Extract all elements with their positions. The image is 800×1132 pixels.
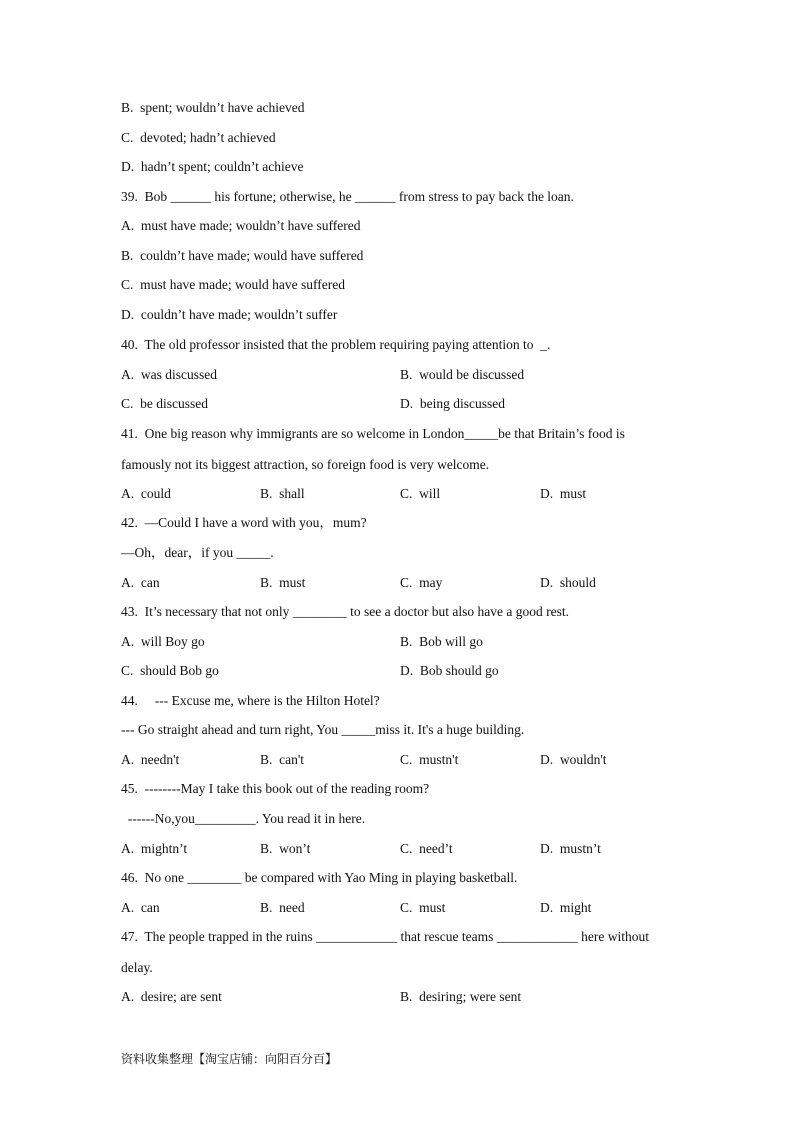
q45-option-b: B. won’t <box>260 841 311 856</box>
question-44: 44. --- Excuse me, where is the Hilton Hotel? <box>121 693 380 708</box>
page-footer: 资料收集整理【淘宝店铺：向阳百分百】 <box>121 1052 338 1066</box>
q43-option-c: C. should Bob go <box>121 663 219 678</box>
question-47-cont: delay. <box>121 960 153 975</box>
q38-option-d: D. hadn’t spent; couldn’t achieve <box>121 159 304 174</box>
q39-option-a: A. must have made; wouldn’t have suffered <box>121 218 361 233</box>
question-42: 42. —Could I have a word with you，mum? <box>121 515 367 530</box>
q41-option-d: D. must <box>540 486 587 501</box>
question-41: 41. One big reason why immigrants are so welcome in London_____be that Britain’s food is <box>121 426 625 441</box>
q38-option-c: C. devoted; hadn’t achieved <box>121 130 276 145</box>
q40-option-b: B. would be discussed <box>400 367 525 382</box>
question-39: 39. Bob ______ his fortune; otherwise, he ______ from stress to pay back the loan. <box>121 189 574 204</box>
q47-option-b: B. desiring; were sent <box>400 989 522 1004</box>
question-42-reply: —Oh，dear，if you _____. <box>121 545 274 560</box>
q41-option-b: B. shall <box>260 486 305 501</box>
q46-option-b: B. need <box>260 900 305 915</box>
q46-option-a: A. can <box>121 900 160 915</box>
q39-option-b: B. couldn’t have made; would have suffered <box>121 248 364 263</box>
q44-option-d: D. wouldn't <box>540 752 607 767</box>
question-45: 45. --------May I take this book out of the reading room? <box>121 781 430 796</box>
question-45-reply: ------No,you_________. You read it in here. <box>121 811 366 826</box>
q42-option-d: D. should <box>540 575 596 590</box>
question-40: 40. The old professor insisted that the problem requiring paying attention to _. <box>121 337 551 352</box>
q45-option-a: A. mightn’t <box>121 841 188 856</box>
question-47: 47. The people trapped in the ruins ____________ that rescue teams ____________ here without <box>121 929 650 944</box>
q40-option-a: A. was discussed <box>121 367 217 382</box>
q45-option-d: D. mustn’t <box>540 841 601 856</box>
q45-option-c: C. need’t <box>400 841 453 856</box>
q44-option-c: C. mustn't <box>400 752 459 767</box>
q42-option-b: B. must <box>260 575 306 590</box>
q40-option-d: D. being discussed <box>400 396 505 411</box>
question-41-cont: famously not its biggest attraction, so foreign food is very welcome. <box>121 457 490 472</box>
q39-option-d: D. couldn’t have made; wouldn’t suffer <box>121 307 338 322</box>
q46-option-c: C. must <box>400 900 446 915</box>
q38-option-b: B. spent; wouldn’t have achieved <box>121 100 305 115</box>
q43-option-d: D. Bob should go <box>400 663 499 678</box>
question-44-reply: --- Go straight ahead and turn right, You _____miss it. It's a huge building. <box>121 722 525 737</box>
q43-option-b: B. Bob will go <box>400 634 483 649</box>
question-43: 43. It’s necessary that not only ________ to see a doctor but also have a good rest. <box>121 604 570 619</box>
q39-option-c: C. must have made; would have suffered <box>121 277 345 292</box>
question-46: 46. No one ________ be compared with Yao Ming in playing basketball. <box>121 870 518 885</box>
q44-option-a: A. needn't <box>121 752 180 767</box>
q40-option-c: C. be discussed <box>121 396 208 411</box>
q44-option-b: B. can't <box>260 752 305 767</box>
q42-option-a: A. can <box>121 575 160 590</box>
q43-option-a: A. will Boy go <box>121 634 205 649</box>
q46-option-d: D. might <box>540 900 592 915</box>
q41-option-a: A. could <box>121 486 171 501</box>
q47-option-a: A. desire; are sent <box>121 989 222 1004</box>
q41-option-c: C. will <box>400 486 441 501</box>
q42-option-c: C. may <box>400 575 443 590</box>
